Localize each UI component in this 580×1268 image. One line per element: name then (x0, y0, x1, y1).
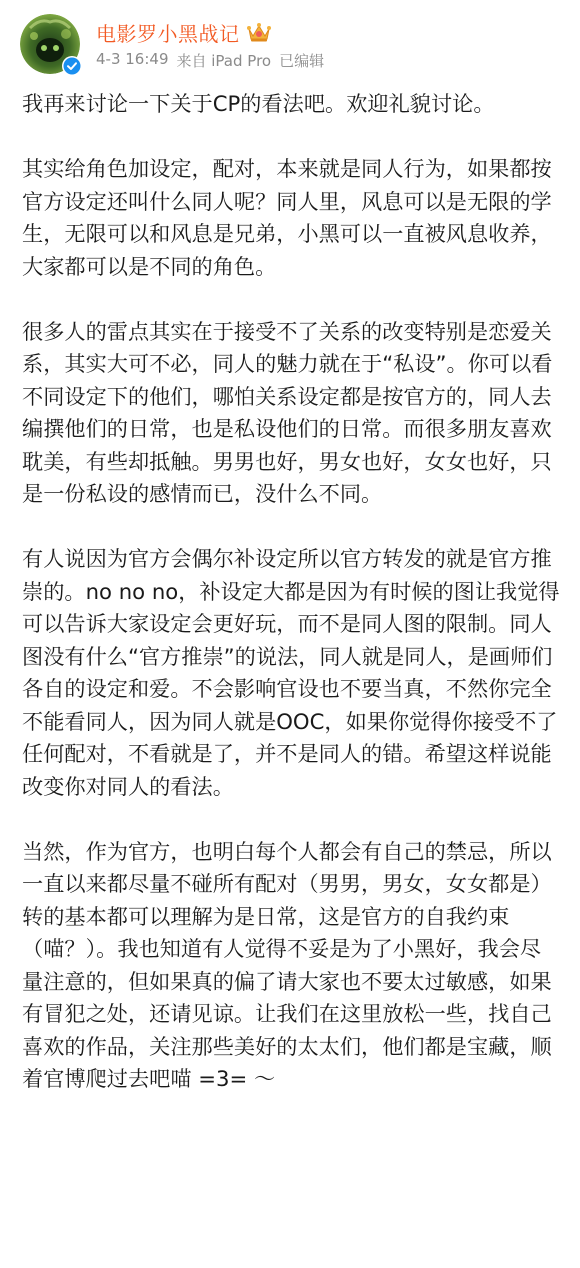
post-source: 来自 iPad Pro (176, 52, 272, 70)
username-row (96, 18, 272, 46)
edited-label[interactable]: 已编辑 (279, 52, 325, 70)
post-content (22, 88, 562, 1096)
paragraph-5: 当然，作为官方，也明白每个人都会有自己的禁忌，所以一直以来都尽量不碰所有配对（男男，男女，女女都是）转的基本都可以理解为是日常，这是官方的自我约束（喵？）。我也知道有人觉得不妥是为了小黑好，我会尽量注意的，但如果真的偏了请大家也不要太过敏感，如果有冒犯之处，还请见谅。让我们在这里放松一些，找自己喜欢的作品，关注那些美好的太太们，他们都是宝藏，顺着官博爬过去吧喵 =3= ～ (22, 838, 552, 1091)
avatar-container[interactable] (20, 14, 80, 74)
post-meta (96, 50, 324, 71)
crown-icon[interactable] (246, 21, 272, 43)
paragraph-4: 有人说因为官方会偶尔补设定所以官方转发的就是官方推崇的。no no no，补设定大都是因为有时候的图让我觉得可以告诉大家设定会更好玩，而不是同人图的限制。同人图没有什么“官方推崇”的说法，同人就是同人，是画师们各自的设定和爱。不会影响官设也不要当真，不然你完全不能看同人，因为同人就是OOC，如果你觉得你接受不了任何配对，不看就是了，并不是同人的错。希望这样说能改变你对同人的看法。 (22, 546, 560, 799)
post-date: 4-3 16:49 (96, 50, 169, 68)
paragraph-1: 我再来讨论一下关于CP的看法吧。欢迎礼貌讨论。 (22, 91, 495, 116)
paragraph-3: 很多人的雷点其实在于接受不了关系的改变特别是恋爱关系，其实大可不必，同人的魅力就在于“私设”。你可以看不同设定下的他们，哪怕关系设定都是按官方的，同人去编撰他们的日常，也是私设他们的日常。而很多朋友喜欢耽美，有些却抵触。男男也好，男女也好，女女也好，只是一份私设的感情而已，没什么不同。 (22, 318, 553, 506)
verified-icon (63, 57, 81, 75)
post-header (0, 0, 580, 90)
verified-badge (62, 56, 82, 76)
username[interactable]: 电影罗小黑战记 (96, 21, 240, 46)
paragraph-2: 其实给角色加设定，配对，本来就是同人行为，如果都按官方设定还叫什么同人呢？同人里，风息可以是无限的学生，无限可以和风息是兄弟，小黑可以一直被风息收养，大家都可以是不同的角色。 (22, 156, 552, 279)
